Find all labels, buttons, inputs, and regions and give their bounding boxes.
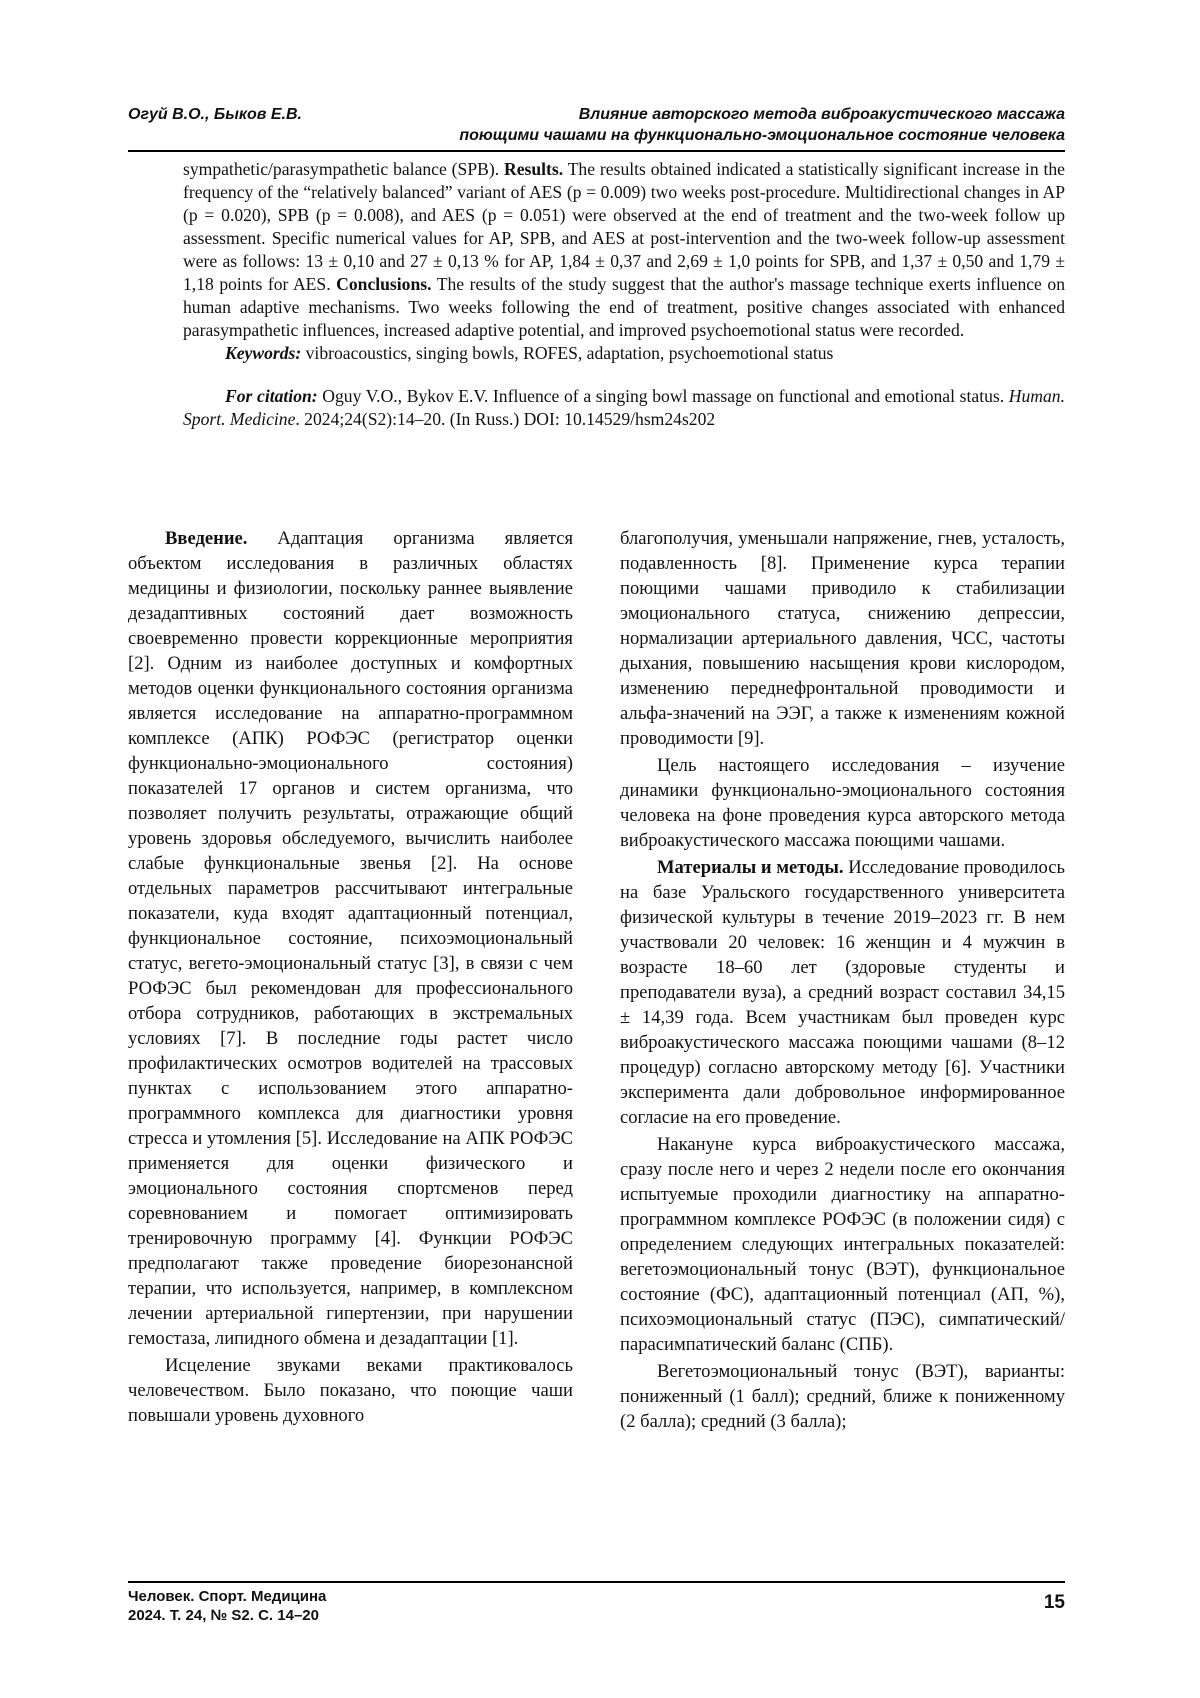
continued-paragraph: благополучия, уменьшали напряжение, гнев, усталость, подавленность [8]. Применение курса терапии поющими чашами приводило к стабилизации эмоционального статуса, снижению депрессии, нормализации артериального давления, ЧСС, частоты дыхания, повышению насыщения крови кислородом, изменению переднефронтальной проводимости и альфа-значений на ЭЭГ, а также к изменениям кожной проводимости [9].	[620, 528, 1065, 749]
abstract-conclusions-text: The results of the study suggest that the author's massage technique exerts influence on human adaptive mechanisms. Two weeks following the end of treatment, positive changes associated with enhanced parasympathetic influences, increased adaptive potential, and improved psychoemotional status were recorded.	[183, 274, 1065, 340]
sound-healing-paragraph: Исцеление звуками веками практиковалось человечеством. Было показано, что поющие чаши повышали уровень духовного	[128, 1355, 573, 1426]
intro-label: Введение.	[165, 528, 248, 549]
footer-journal: Человек. Спорт. Медицина	[128, 1588, 327, 1605]
abstract-text: sympathetic/parasympathetic balance (SPB).	[183, 159, 504, 179]
vet-paragraph: Вегетоэмоциональный тонус (ВЭТ), варианты: пониженный (1 балл); средний, ближе к пониженному (2 балла); средний (3 балла);	[620, 1361, 1065, 1432]
methods-text: Исследование проводилось на базе Уральского государственного университета физической культуры в течение 2019–2023 гг. В нем участвовали 20 человек: 16 женщин и 4 мужчин в возрасте 18–60 лет (здоровые студенты и преподаватели вуза), а средний возраст составил 34,15 ± 14,39 года. Всем участникам был проведен курс виброакустического массажа поющими чашами (8–12 процедур) согласно авторскому методу [6]. Участники эксперимента дали добровольное информированное согласие на его проведение.	[620, 857, 1065, 1128]
header-authors: Огуй В.О., Быков Е.В.	[128, 106, 302, 123]
citation-details: . 2024;24(S2):14–20. (In Russ.) DOI: 10.14529/hsm24s202	[295, 409, 716, 429]
page-number: 15	[1043, 1592, 1065, 1613]
citation-label: For citation:	[225, 386, 318, 406]
methods-paragraph	[620, 855, 1065, 1130]
header-article-title	[459, 104, 1065, 146]
left-column	[128, 526, 573, 1430]
english-abstract	[183, 158, 1065, 431]
aim-paragraph: Цель настоящего исследования – изучение динамики функционально-эмоционального состояния человека на фоне проведения курса авторского метода виброакустического массажа поющими чашами.	[620, 755, 1065, 851]
footer-rule	[128, 1581, 1065, 1583]
right-column	[620, 526, 1065, 1436]
diagnostics-paragraph: Накануне курса виброакустического массажа, сразу после него и через 2 недели после его окончания испытуемые проходили диагностику на аппаратно-программном комплексе РОФЭС (в положении сидя) с определением следующих интегральных показателей: вегетоэмоциональный тонус (ВЭТ), функциональное состояние (ФС), адаптационный потенциал (АП, %), психоэмоциональный статус (ПЭС), симпатический/парасимпатический баланс (СПБ).	[620, 1134, 1065, 1355]
keywords	[183, 342, 1065, 365]
methods-label: Материалы и методы.	[657, 857, 844, 878]
footer-journal-info	[128, 1587, 326, 1625]
footer-issue: 2024. Т. 24, № S2. С. 14–20	[128, 1607, 319, 1624]
keywords-text: vibroacoustics, singing bowls, ROFES, adaptation, psychoemotional status	[301, 343, 834, 363]
header-title-line-1: Влияние авторского метода виброакустического массажа	[578, 106, 1065, 123]
results-label: Results.	[503, 159, 564, 179]
citation-text: Oguy V.O., Bykov E.V. Influence of a singing bowl massage on functional and emotional status.	[317, 386, 1009, 406]
intro-text: Адаптация организма является объектом исследования в различных областях медицины и физиологии, поскольку раннее выявление дезадаптивных состояний дает возможность своевременно провести коррекционные мероприятия [2]. Одним из наиболее доступных и комфортных методов оценки функционального состояния организма является исследование на аппаратно-программном комплексе (АПК) РОФЭС (регистратор оценки функционально-эмоционального состояния) показателей 17 органов и систем организма, что позволяет получить результаты, отражающие общий уровень здоровья обследуемого, вычислить наиболее слабые функциональные звенья [2]. На основе отдельных параметров рассчитывают интегральные показатели, куда входят адаптационный потенциал, функциональное состояние, психоэмоциональный статус, вегето-эмоциональный статус [3], в связи с чем РОФЭС был рекомендован для профессионального отбора сотрудников, работающих в экстремальных условиях [7]. В последние годы растет число профилактических осмотров водителей на трассовых пунктах с использованием этого аппаратно-программного комплекса для диагностики уровня стресса и утомления [5]. Исследование на АПК РОФЭС применяется для оценки физического и эмоционального состояния спортсменов перед соревнованием и помогает оптимизировать тренировочную программу [4]. Функции РОФЭС предполагают также проведение биорезонансной терапии, что используется, например, в комплексном лечении артериальной гипертензии, при нарушении гемостаза, липидного обмена и дезадаптации [1].	[128, 528, 573, 1349]
abstract-results-text: The results obtained indicated a statistically significant increase in the frequency of the “relatively balanced” variant of AES (p = 0.009) two weeks post-procedure. Multidirectional changes in AP (p = 0.020), SPB (p = 0.008), and AES (p = 0.051) were observed at the end of treatment and the two-week follow up assessment. Specific numerical values for AP, SPB, and AES at post-intervention and the two-week follow-up assessment were as follows: 13 ± 0,10 and 27 ± 0,13 % for AP, 1,84 ± 0,37 and 2,69 ± 1,0 points for SPB, and 1,37 ± 0,50 and 1,79 ± 1,18 points for AES.	[183, 159, 1065, 294]
intro-paragraph	[128, 526, 573, 1351]
keywords-label: Keywords:	[225, 343, 302, 363]
abstract-paragraph	[183, 158, 1065, 342]
header-rule	[128, 150, 1065, 152]
header-title-line-2: поющими чашами на функционально-эмоциональное состояние человека	[459, 127, 1065, 144]
citation	[183, 385, 1065, 431]
citation-journal: Human. Sport. Medicine	[183, 386, 1065, 429]
conclusions-label: Conclusions.	[336, 274, 432, 294]
